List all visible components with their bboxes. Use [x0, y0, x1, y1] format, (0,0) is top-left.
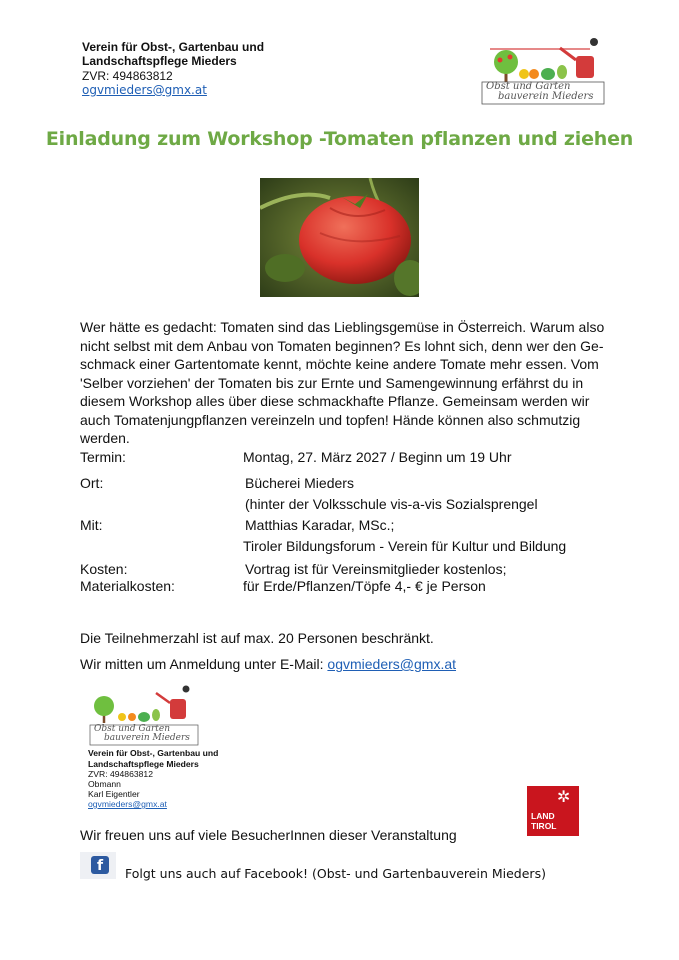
- intro-paragraph: Wer hätte es gedacht: Tomaten sind das Lieblingsgemüse in Österreich. Warum also nicht selbst mit dem Anbau von Tomaten beginnen? Es lohnt sich, denn wer den Ge- schmack einer Gartentomate kennt, möchte keine andere Tomate mehr essen. Vom 'Selber vorziehen' der Tomaten bis zur Ernte und Samengewinnung erfährst du in diesem Workshop alles über diese schmackhafte Pflanze. Gemeinsam werden wir auch Tomatenjungpflanzen vereinzeln und topfen! Hände können also schmutzig werden.: [80, 319, 605, 446]
- tomato-icon: [260, 178, 419, 297]
- participants-note: Die Teilnehmerzahl ist auf max. 20 Personen beschränkt.: [80, 630, 434, 646]
- logo-small-text: Obst und Garten bauverein Mieders: [94, 724, 190, 743]
- termin-value: Montag, 27. März 2027 / Beginn um 19 Uhr: [243, 449, 512, 465]
- registration-email-link[interactable]: ogvmieders@gmx.at: [327, 656, 457, 672]
- land-tirol-logo: [527, 786, 579, 836]
- materialkosten-value: für Erde/Pflanzen/Töpfe 4,- € je Person: [243, 578, 486, 594]
- facebook-note: Folgt uns auch auf Facebook! (Obst- und Gartenbauverein Mieders): [125, 866, 546, 881]
- club-logo: [476, 30, 610, 106]
- header-email-link[interactable]: ogvmieders@gmx.at: [82, 83, 207, 97]
- mit-label: Mit:: [80, 517, 103, 533]
- logo-text: Obst und Garten bauverein Mieders: [486, 81, 594, 102]
- closing-note: Wir freuen uns auf viele BesucherInnen dieser Veranstaltung: [80, 827, 457, 843]
- tirol-text: LAND TIROL: [531, 811, 557, 831]
- mit-value: Matthias Karadar, MSc.; Tiroler Bildungsforum - Verein für Kultur und Bildung: [243, 517, 567, 554]
- organization-name: Verein für Obst-, Gartenbau und Landschaftspflege Mieders: [82, 40, 265, 68]
- tomato-photo: [260, 178, 419, 297]
- facebook-link[interactable]: [80, 852, 116, 879]
- signature-role: Obmann: [88, 779, 121, 789]
- signature-email-link[interactable]: ogvmieders@gmx.at: [88, 799, 167, 809]
- kosten-label: Kosten:: [80, 561, 128, 577]
- page-title: Einladung zum Workshop -Tomaten pflanzen und ziehen: [45, 128, 634, 150]
- signature-logo: [86, 683, 202, 747]
- zvr-number: ZVR: 494863812: [82, 69, 173, 83]
- signature-name: Karl Eigentler: [88, 789, 140, 799]
- kosten-value: Vortrag ist für Vereinsmitglieder kostenlos;: [245, 561, 507, 577]
- termin-label: Termin:: [80, 449, 126, 465]
- signature-zvr: ZVR: 494863812: [88, 769, 153, 779]
- facebook-icon: f: [91, 856, 109, 874]
- eagle-icon: ✲: [557, 789, 571, 806]
- materialkosten-label: Materialkosten:: [80, 578, 175, 594]
- ort-label: Ort:: [80, 475, 104, 491]
- registration-note: Wir mitten um Anmeldung unter E-Mail: ogvmieders@gmx.at: [80, 656, 457, 672]
- ort-value: Bücherei Mieders (hinter der Volksschule vis-a-vis Sozialsprengel: [245, 475, 538, 512]
- signature-org-name: Verein für Obst-, Gartenbau und Landschaftspflege Mieders: [88, 748, 219, 769]
